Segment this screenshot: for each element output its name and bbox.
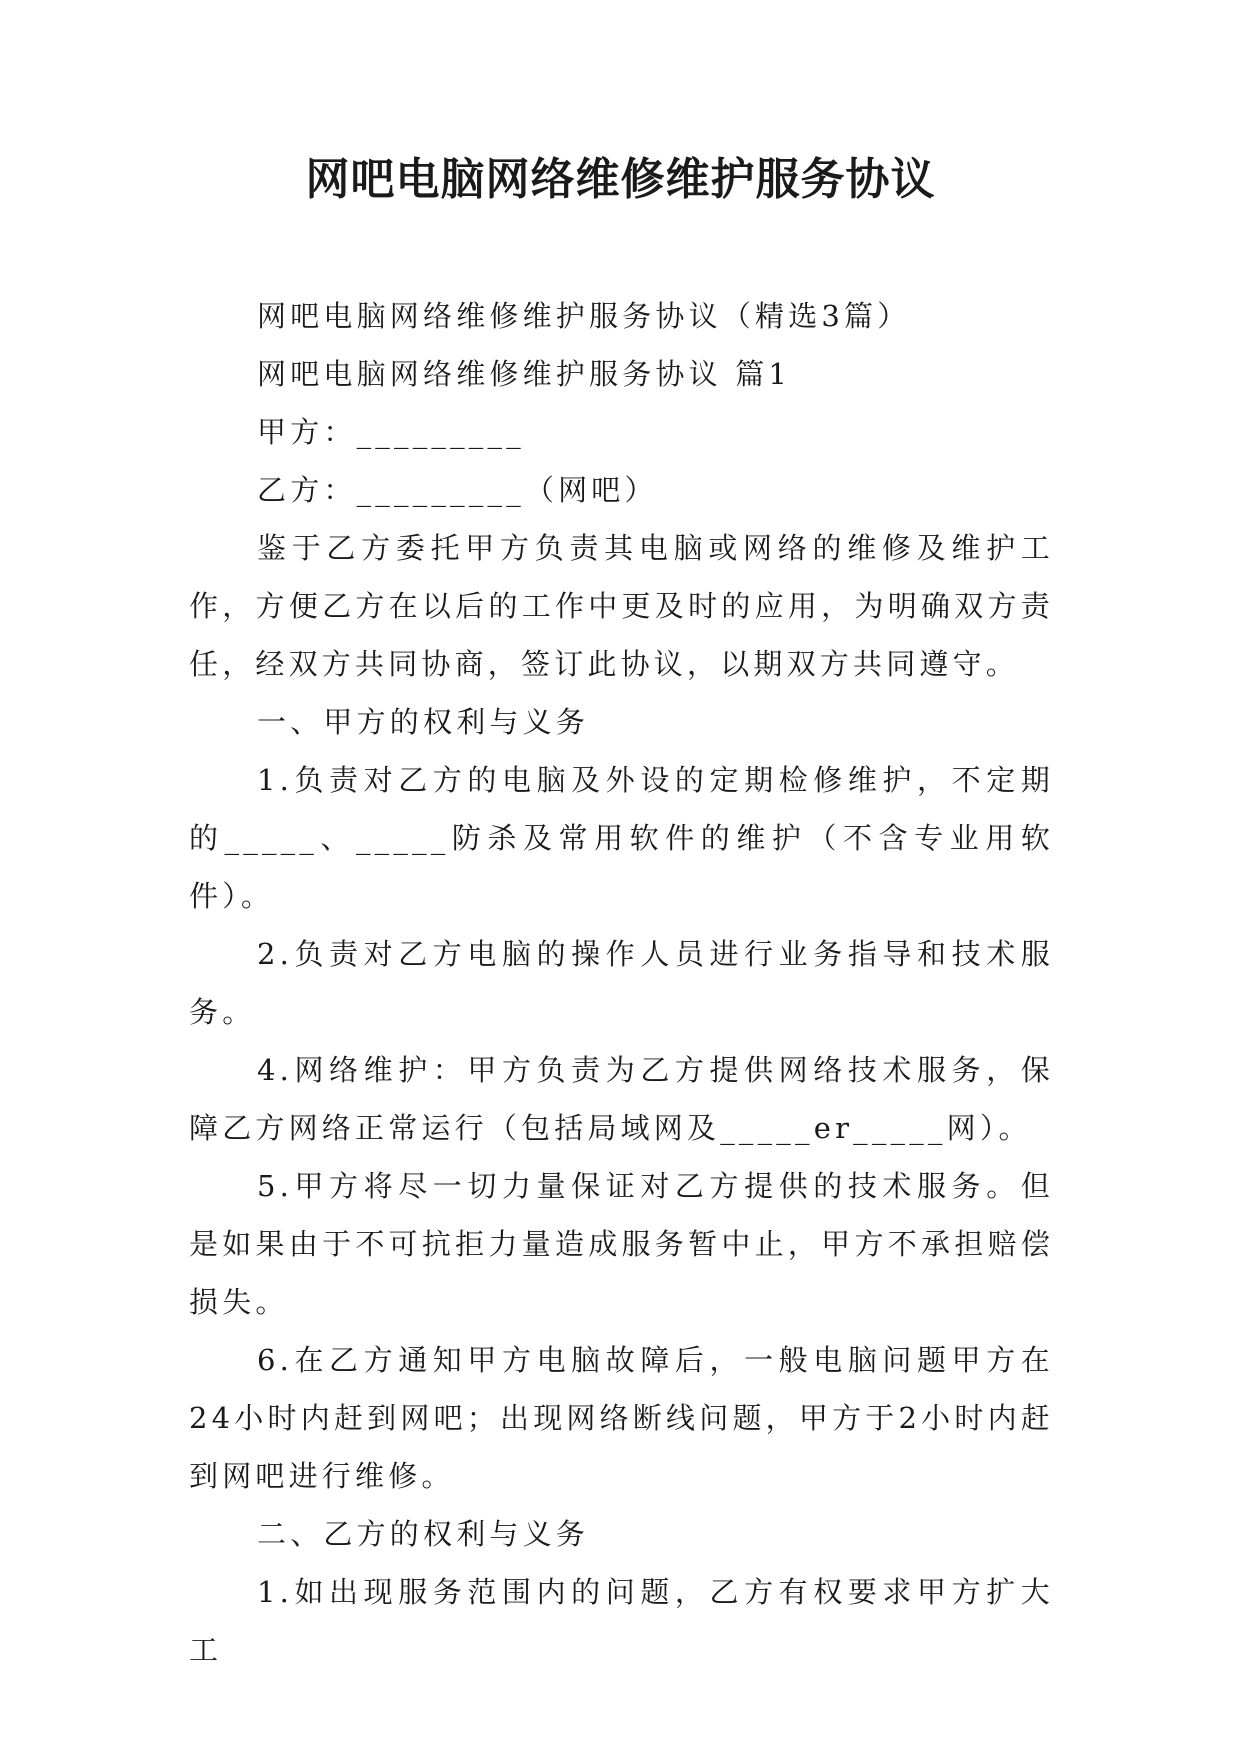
section-heading-part-1: 网吧电脑网络维修维护服务协议 篇1 [257,357,792,391]
clause-a-6: 6.在乙方通知甲方电脑故障后，一般电脑问题甲方在24小时内赶到网吧；出现网络断线问题，甲方于2小时内赶到网吧进行维修。 [189,1343,1054,1493]
clause-a-2: 2.负责对乙方电脑的操作人员进行业务指导和技术服务。 [189,937,1054,1029]
section-heading-party-a-rights: 一、甲方的权利与义务 [257,705,590,739]
document-subtitle: 网吧电脑网络维修维护服务协议（精选3篇） [257,299,911,333]
clause-a-5: 5.甲方将尽一切力量保证对乙方提供的技术服务。但是如果由于不可抗拒力量造成服务暂中止，甲方不承担赔偿损失。 [189,1169,1054,1319]
document-body [189,287,1054,1679]
party-b-line: 乙方：_________（网吧） [257,473,658,507]
section-heading-party-b-rights: 二、乙方的权利与义务 [257,1517,590,1551]
document-title: 网吧电脑网络维修维护服务协议 [305,154,936,205]
clause-b-1: 1.如出现服务范围内的问题，乙方有权要求甲方扩大工 [189,1575,1054,1667]
preamble-paragraph: 鉴于乙方委托甲方负责其电脑或网络的维修及维护工作，方便乙方在以后的工作中更及时的应用，为明确双方责任，经双方共同协商，签订此协议，以期双方共同遵守。 [189,531,1054,681]
party-a-line: 甲方：_________ [257,415,525,449]
clause-a-4: 4.网络维护：甲方负责为乙方提供网络技术服务，保障乙方网络正常运行（包括局域网及_____er_____网）。 [189,1053,1054,1145]
clause-a-1: 1.负责对乙方的电脑及外设的定期检修维护，不定期的_____、_____防杀及常用软件的维护（不含专业用软件）。 [189,763,1054,913]
